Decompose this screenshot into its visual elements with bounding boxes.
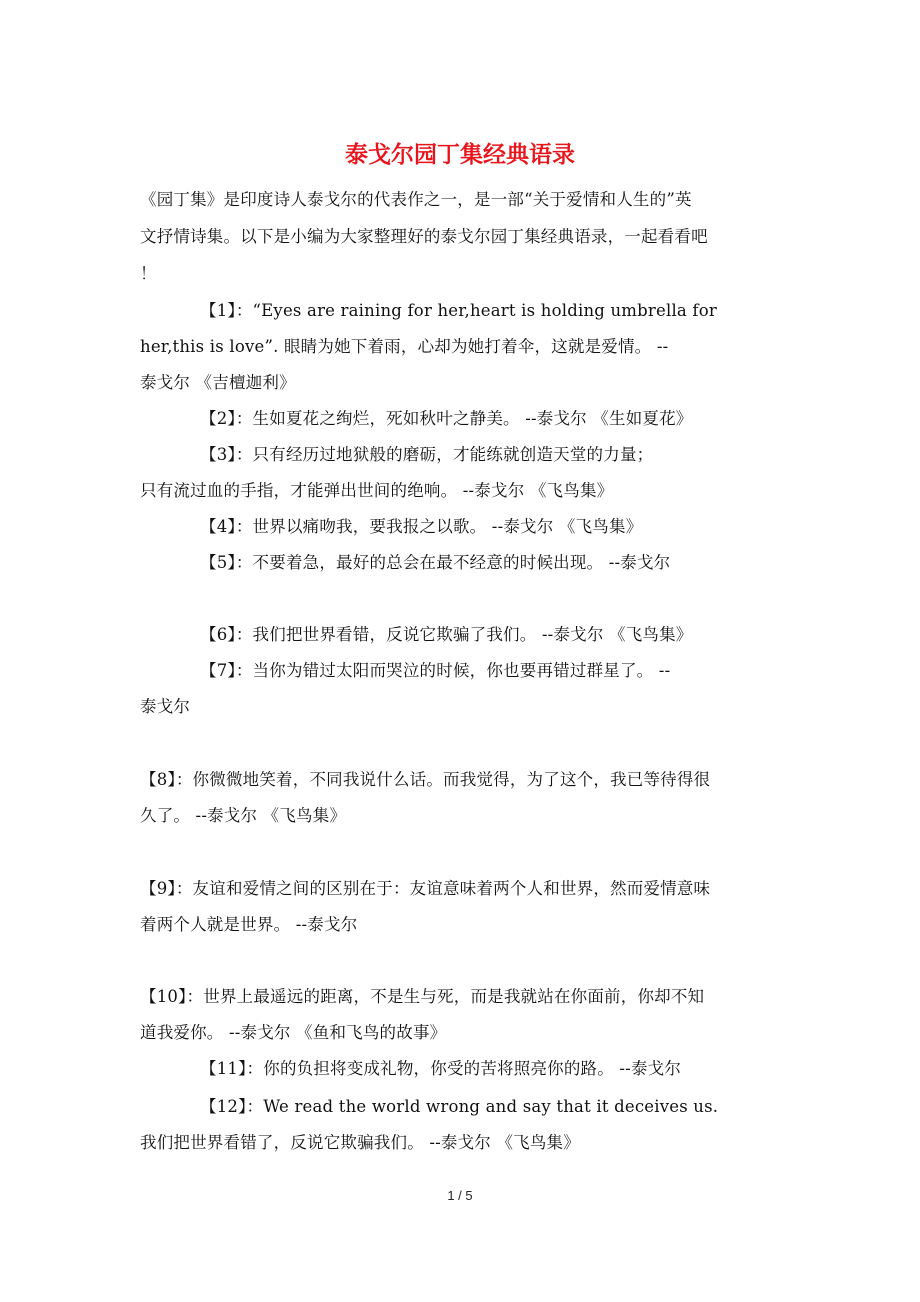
quote-3-line: 【3】：只有经历过地狱般的磨砺，才能练就创造天堂的力量；: [200, 445, 654, 464]
quote-12-line: 我们把世界看错了，反说它欺骗我们。 --泰戈尔 《飞鸟集》: [140, 1133, 580, 1152]
quote-9-line: 着两个人就是世界。 --泰戈尔: [140, 915, 358, 934]
quote-1-line: 【1】：“Eyes are raining for her,heart is holding umbrella for: [200, 301, 717, 320]
quote-10-line: 【10】：世界上最遥远的距离，不是生与死，而是我就站在你面前，你却不知: [140, 987, 705, 1006]
quote-2-line: 【2】：生如夏花之绚烂，死如秋叶之静美。 --泰戈尔 《生如夏花》: [200, 409, 693, 428]
quote-7-line: 【7】：当你为错过太阳而哭泣的时候，你也要再错过群星了。 --: [200, 661, 671, 680]
quote-3-line: 只有流过血的手指，才能弹出世间的绝响。 --泰戈尔 《飞鸟集》: [140, 481, 614, 500]
quote-7-line: 泰戈尔: [140, 697, 191, 716]
intro-line: 《园丁集》是印度诗人泰戈尔的代表作之一，是一部“关于爱情和人生的”英: [140, 190, 692, 209]
page-number: 1 / 5: [447, 1188, 473, 1203]
quote-9-line: 【9】：友谊和爱情之间的区别在于：友谊意味着两个人和世界，然而爱情意味: [140, 879, 711, 898]
quote-5-line: 【5】：不要着急，最好的总会在最不经意的时候出现。 --泰戈尔: [200, 553, 671, 572]
quote-8-line: 【8】：你微微地笑着，不同我说什么话。而我觉得，为了这个，我已等待得很: [140, 770, 711, 789]
page-title: 泰戈尔园丁集经典语录: [345, 141, 575, 168]
quote-1-line: 泰戈尔 《吉檀迦利》: [140, 373, 296, 392]
quote-10-line: 道我爱你。 --泰戈尔 《鱼和飞鸟的故事》: [140, 1023, 447, 1042]
quote-1-line: her,this is love”. 眼睛为她下着雨，心却为她打着伞，这就是爱情。 --: [140, 337, 669, 356]
quote-8-line: 久了。 --泰戈尔 《飞鸟集》: [140, 806, 347, 825]
intro-line: 文抒情诗集。以下是小编为大家整理好的泰戈尔园丁集经典语录，一起看看吧: [140, 227, 708, 246]
quote-11-line: 【11】：你的负担将变成礼物，你受的苦将照亮你的路。 --泰戈尔: [200, 1059, 682, 1078]
quote-6-line: 【6】：我们把世界看错，反说它欺骗了我们。 --泰戈尔 《飞鸟集》: [200, 625, 693, 644]
intro-line: ！: [140, 264, 157, 283]
quote-12-line: 【12】：We read the world wrong and say that it deceives us.: [200, 1097, 719, 1116]
quote-4-line: 【4】：世界以痛吻我，要我报之以歌。 --泰戈尔 《飞鸟集》: [200, 517, 643, 536]
